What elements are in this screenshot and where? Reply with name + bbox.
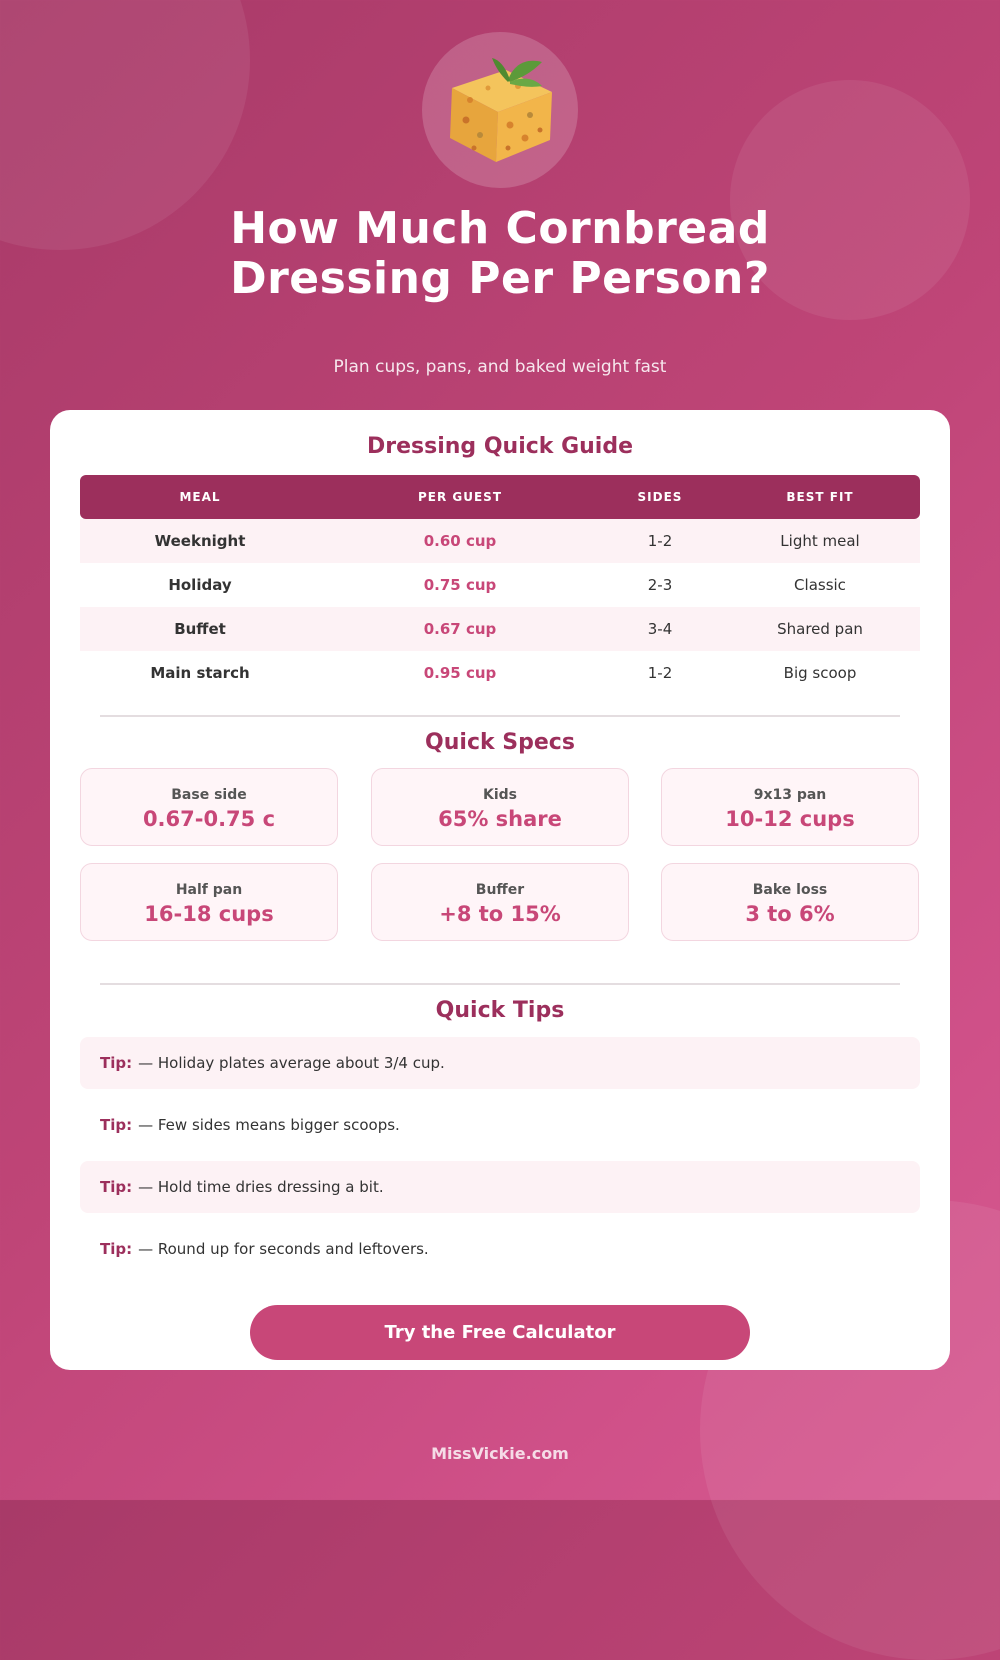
per-guest-cell: 0.95 cup — [423, 664, 497, 682]
spec-card — [661, 768, 919, 846]
section-divider — [100, 983, 900, 985]
list-item — [80, 1099, 920, 1151]
per-guest-cell: 0.60 cup — [423, 532, 497, 550]
spec-card — [80, 768, 338, 846]
spec-label: Kids — [482, 787, 517, 803]
spec-label: Base side — [171, 787, 247, 803]
spec-value: 16-18 cups — [144, 902, 274, 926]
best-fit-cell: Classic — [794, 576, 846, 594]
sides-cell: 1-2 — [647, 664, 673, 682]
tips-title: Quick Tips — [435, 998, 565, 1023]
spec-card — [661, 863, 919, 941]
tip-text: — Holiday plates average about 3/4 cup. — [138, 1054, 445, 1072]
spec-label: Half pan — [175, 882, 243, 898]
specs-title: Quick Specs — [425, 730, 575, 755]
column-header: PER GUEST — [417, 490, 503, 504]
cornbread-icon — [430, 40, 570, 180]
list-item — [80, 1037, 920, 1089]
spec-value: 10-12 cups — [725, 807, 855, 831]
calculator-button[interactable]: Try the Free Calculator — [250, 1305, 750, 1360]
hero-icon-badge — [422, 32, 578, 188]
table-header — [80, 475, 920, 519]
spec-card — [371, 768, 629, 846]
tip-text: — Round up for seconds and leftovers. — [138, 1240, 429, 1258]
per-guest-cell: 0.75 cup — [423, 576, 497, 594]
content-card — [50, 410, 950, 1370]
spec-label: Bake loss — [752, 882, 828, 898]
spec-value: 65% share — [438, 807, 562, 831]
spec-label: 9x13 pan — [753, 787, 827, 803]
tip-text: — Few sides means bigger scoops. — [138, 1116, 400, 1134]
title-line-1: How Much Cornbread — [230, 203, 770, 254]
tip-label: Tip: — [100, 1178, 133, 1196]
meal-cell: Main starch — [150, 664, 250, 682]
column-header: MEAL — [179, 490, 221, 504]
spec-card — [80, 863, 338, 941]
page-subtitle: Plan cups, pans, and baked weight fast — [333, 357, 667, 377]
table-row — [80, 607, 920, 651]
sides-cell: 3-4 — [647, 620, 673, 638]
section-divider — [100, 715, 900, 717]
page-title — [0, 204, 1000, 304]
best-fit-cell: Light meal — [780, 532, 860, 550]
footer-brand: MissVickie.com — [431, 1444, 569, 1463]
per-guest-cell: 0.67 cup — [423, 620, 497, 638]
meal-cell: Buffet — [174, 620, 226, 638]
meal-cell: Holiday — [168, 576, 232, 594]
sides-cell: 1-2 — [647, 532, 673, 550]
column-header: SIDES — [637, 490, 683, 504]
meal-cell: Weeknight — [154, 532, 246, 550]
table-row — [80, 563, 920, 607]
spec-value: 3 to 6% — [745, 902, 835, 926]
title-line-2: Dressing Per Person? — [230, 253, 770, 304]
spec-value: 0.67-0.75 c — [142, 807, 276, 831]
tip-label: Tip: — [100, 1116, 133, 1134]
tip-label: Tip: — [100, 1054, 133, 1072]
spec-label: Buffer — [475, 882, 525, 898]
best-fit-cell: Shared pan — [777, 620, 863, 638]
sides-cell: 2-3 — [647, 576, 673, 594]
list-item — [80, 1161, 920, 1213]
spec-card — [371, 863, 629, 941]
tip-text: — Hold time dries dressing a bit. — [138, 1178, 384, 1196]
table-row — [80, 651, 920, 695]
best-fit-cell: Big scoop — [783, 664, 857, 682]
tips-list — [80, 1037, 920, 1285]
table-row — [80, 519, 920, 563]
guide-title: Dressing Quick Guide — [367, 434, 633, 459]
tip-label: Tip: — [100, 1240, 133, 1258]
list-item — [80, 1223, 920, 1275]
column-header: BEST FIT — [786, 490, 854, 504]
guide-table — [80, 475, 920, 695]
spec-value: +8 to 15% — [439, 902, 561, 926]
